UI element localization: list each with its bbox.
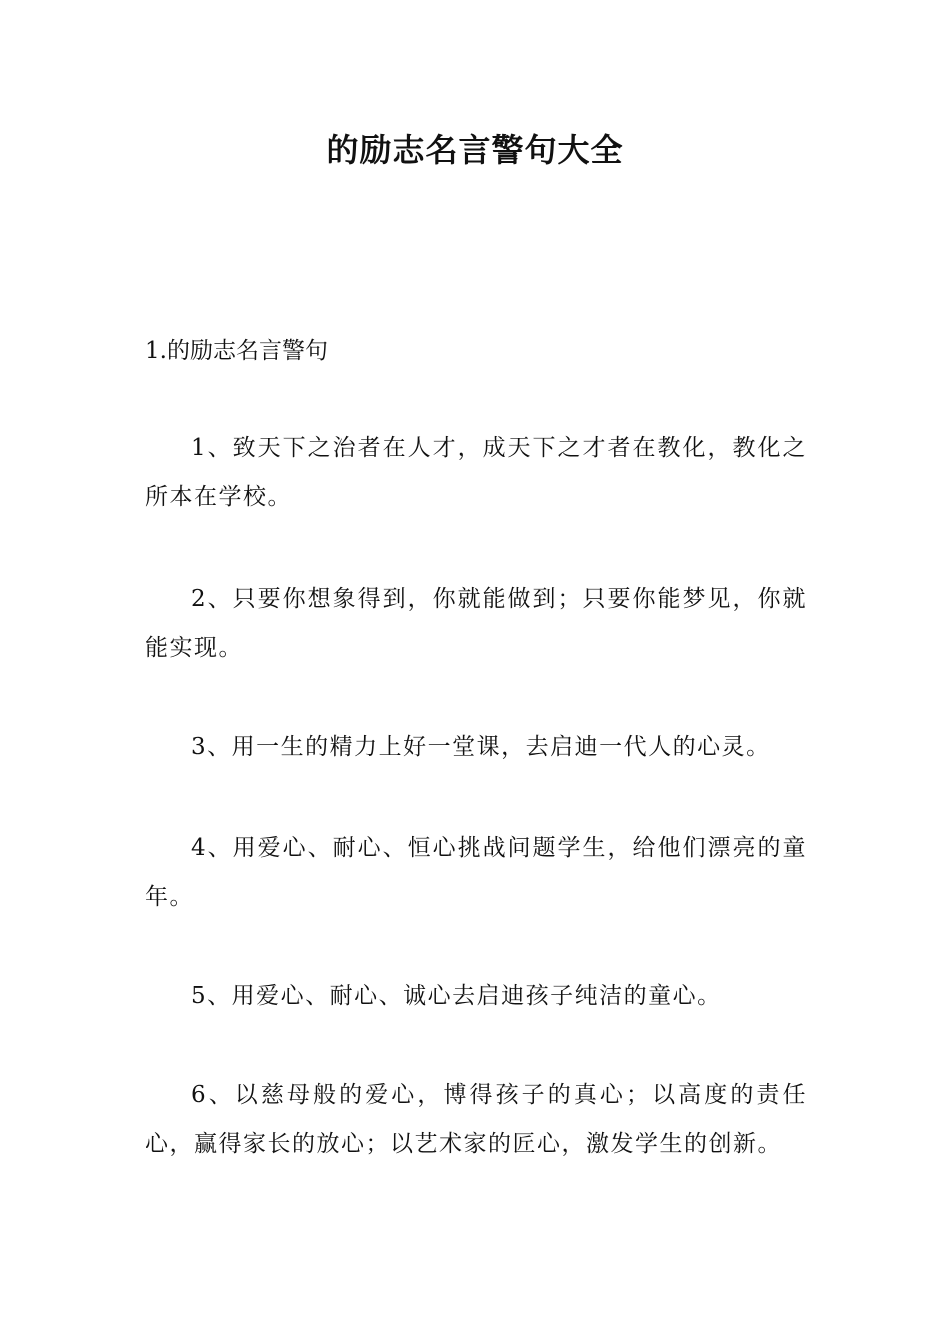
quote-item-6: 6、以慈母般的爱心，博得孩子的真心；以高度的责任心，赢得家长的放心；以艺术家的匠心，激发学生的创新。 <box>145 1082 807 1157</box>
quote-item-2: 2、只要你想象得到，你就能做到；只要你能梦见，你就能实现。 <box>145 586 807 661</box>
section-heading: 1.的励志名言警句 <box>145 338 328 364</box>
quote-item-5: 5、用爱心、耐心、诚心去启迪孩子纯洁的童心。 <box>191 983 722 1009</box>
document-title: 的励志名言警句大全 <box>326 131 624 169</box>
quote-item-1: 1、致天下之治者在人才，成天下之才者在教化，教化之所本在学校。 <box>145 435 807 510</box>
quote-item-4: 4、用爱心、耐心、恒心挑战问题学生，给他们漂亮的童年。 <box>145 835 807 910</box>
quote-item-3: 3、用一生的精力上好一堂课，去启迪一代人的心灵。 <box>191 734 771 760</box>
